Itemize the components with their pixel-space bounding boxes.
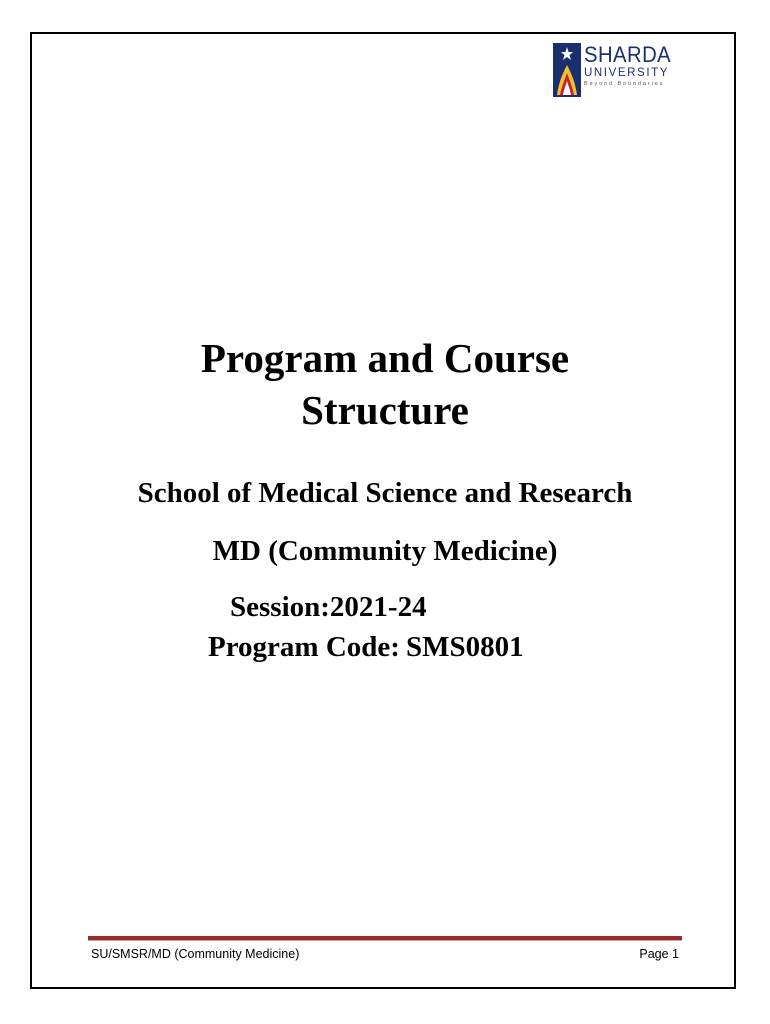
footer-divider <box>88 936 682 941</box>
sharda-university-logo <box>553 43 688 99</box>
session-text: Session:2021-24 <box>230 591 427 623</box>
logo-name: SHARDA <box>584 42 672 67</box>
footer-page-number: Page 1 <box>639 947 679 961</box>
footer-document-id: SU/SMSR/MD (Community Medicine) <box>91 947 300 961</box>
logo-wordmark <box>584 43 679 88</box>
logo-tagline: Beyond Boundaries <box>584 81 665 87</box>
program-code <box>208 629 524 665</box>
school-name: School of Medical Science and Research <box>137 477 633 509</box>
logo-university: UNIVERSITY <box>584 67 670 79</box>
title-line-1: Program and Course <box>200 335 570 381</box>
document-title <box>0 332 770 436</box>
program-name: MD (Community Medicine) <box>212 535 558 567</box>
university-emblem-icon <box>553 43 581 97</box>
program-code-label: Program Code: <box>208 631 400 663</box>
program-code-value: SMS0801 <box>405 631 524 663</box>
title-line-2: Structure <box>301 387 469 433</box>
